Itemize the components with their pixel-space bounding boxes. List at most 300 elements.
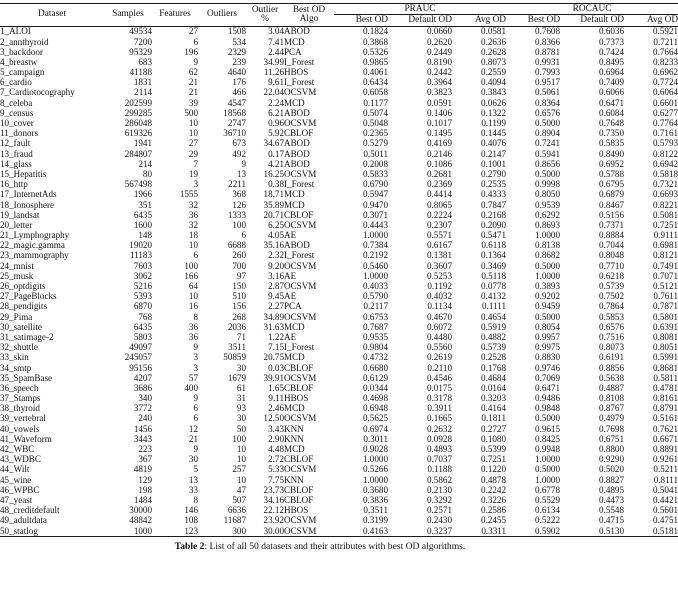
cell-prauc-best-od: 0.4443 — [362, 219, 388, 230]
cell-samples: 284807 — [124, 148, 152, 159]
cell-prauc-best-od: 0.3680 — [362, 484, 388, 495]
cell-rocauc-avg-od: 0.5801 — [653, 311, 678, 322]
cell-best-od-algo: AE — [284, 331, 297, 342]
col-header-best-od-algo-line1: Best OD — [292, 4, 326, 15]
group-header-rocauc: ROCAUC — [506, 4, 678, 15]
cell-best-od-algo: AE — [284, 291, 297, 302]
cell-prauc-avg-od: 0.2628 — [481, 46, 507, 57]
cell-rocauc-avg-od: 0.8791 — [653, 403, 678, 414]
cell-prauc-best-od: 0.5074 — [362, 107, 388, 118]
cell-rocauc-avg-od: 0.8121 — [653, 250, 678, 261]
cell-rocauc-avg-od: 0.6277 — [653, 107, 678, 118]
cell-prauc-default-od: 0.0591 — [426, 97, 452, 108]
cell-rocauc-default-od: 0.6795 — [599, 179, 625, 190]
cell-outliers: 3511 — [228, 342, 246, 353]
cell-best-od-algo: KNN — [284, 474, 304, 485]
cell-prauc-default-od: 0.2619 — [426, 352, 452, 363]
cell-rocauc-avg-od: 0.5818 — [653, 168, 678, 179]
cell-dataset: 4_breastw — [0, 56, 38, 67]
cell-features: 21 — [188, 433, 198, 444]
cell-samples: 80 — [142, 168, 152, 179]
cell-samples: 6870 — [133, 301, 152, 312]
cell-rocauc-best-od: 0.7993 — [535, 67, 561, 78]
group-header-prauc: PRAUC — [334, 4, 506, 15]
table-row — [0, 485, 678, 495]
cell-dataset: 11_donors — [0, 128, 39, 139]
table-row — [0, 190, 678, 200]
cell-outliers: 6 — [241, 230, 246, 241]
cell-features: 57 — [188, 372, 198, 383]
cell-rocauc-best-od: 0.3893 — [535, 281, 561, 292]
cell-rocauc-default-od: 0.7502 — [599, 291, 625, 302]
cell-dataset: 32_shuttle — [0, 342, 38, 353]
cell-outliers: 93 — [236, 403, 246, 414]
cell-features: 9 — [193, 444, 198, 455]
table-row — [0, 373, 678, 383]
cell-prauc-default-od: 0.3964 — [426, 77, 452, 88]
cell-rocauc-avg-od: 0.7211 — [653, 36, 678, 47]
cell-features: 36 — [188, 209, 198, 220]
cell-dataset: 15_Hepatitis — [0, 168, 47, 179]
cell-prauc-default-od: 0.8190 — [426, 56, 452, 67]
cell-samples: 1000 — [104, 526, 152, 537]
cell-prauc-best-od: 0.5326 — [362, 46, 388, 57]
cell-rocauc-avg-od: 0.5921 — [624, 26, 678, 37]
cell-dataset: 33_skin — [0, 352, 29, 363]
cell-rocauc-default-od: 0.7409 — [599, 77, 625, 88]
cell-prauc-default-od: 0.4670 — [426, 311, 452, 322]
cell-outlier-percent: 34.16 — [263, 494, 284, 505]
cell-rocauc-default-od: 0.7044 — [599, 240, 625, 251]
cell-prauc-default-od: 0.2632 — [426, 423, 452, 434]
cell-dataset: 50_statlog — [0, 526, 104, 537]
cell-rocauc-best-od: 0.6778 — [535, 484, 561, 495]
cell-best-od-algo: ABOD — [284, 158, 310, 169]
cell-samples: 768 — [138, 311, 152, 322]
cell-prauc-avg-od: 0.4878 — [481, 474, 507, 485]
cell-outliers: 6636 — [227, 505, 246, 516]
cell-samples: 299285 — [124, 107, 152, 118]
cell-best-od-algo: OCSVM — [284, 515, 317, 526]
cell-samples: 3062 — [133, 270, 152, 281]
cell-best-od-algo: HBOS — [284, 393, 309, 404]
cell-prauc-default-od: 0.1406 — [426, 107, 452, 118]
cell-prauc-avg-od: 0.6118 — [481, 240, 507, 251]
cell-prauc-default-od: 0.2307 — [426, 219, 452, 230]
cell-prauc-avg-od: 0.5471 — [481, 230, 507, 241]
cell-outliers: 2329 — [227, 46, 246, 57]
cell-best-od-algo: MCD — [284, 36, 305, 47]
cell-outlier-percent: 0.96 — [268, 118, 284, 129]
cell-features: 3 — [193, 179, 198, 190]
cell-prauc-best-od: 0.6058 — [362, 87, 388, 98]
table-row — [0, 159, 678, 169]
cell-rocauc-best-od: 0.9957 — [535, 331, 561, 342]
cell-samples: 214 — [138, 158, 152, 169]
cell-rocauc-best-od: 0.5902 — [506, 526, 560, 537]
table-row — [0, 220, 678, 230]
cell-prauc-default-od: 0.2130 — [426, 484, 452, 495]
table-row — [0, 312, 678, 322]
cell-dataset: 8_celeba — [0, 97, 33, 108]
cell-rocauc-avg-od: 0.7664 — [653, 46, 678, 57]
cell-rocauc-avg-od: 0.5161 — [653, 413, 678, 424]
cell-outlier-percent: 18.71 — [263, 189, 284, 200]
cell-prauc-default-od: 0.4169 — [426, 138, 452, 149]
cell-rocauc-default-od: 0.6036 — [560, 26, 624, 37]
cell-features: 32 — [188, 199, 198, 210]
cell-prauc-avg-od: 0.1080 — [481, 433, 507, 444]
cell-rocauc-best-od: 0.6292 — [535, 209, 561, 220]
cell-features: 10 — [188, 240, 198, 251]
cell-prauc-avg-od: 0.2535 — [481, 179, 507, 190]
table-row — [0, 231, 678, 241]
cell-best-od-algo: MCD — [284, 403, 305, 414]
cell-prauc-default-od: 0.6167 — [426, 240, 452, 251]
cell-features: 27 — [152, 26, 198, 37]
cell-samples: 5216 — [133, 281, 152, 292]
cell-dataset: 24_mnist — [0, 260, 34, 271]
cell-prauc-default-od: 0.2430 — [426, 515, 452, 526]
cell-rocauc-best-od: 0.9615 — [535, 423, 561, 434]
cell-prauc-best-od: 0.3836 — [362, 494, 388, 505]
cell-prauc-default-od: 0.2571 — [426, 505, 452, 516]
cell-rocauc-default-od: 0.8884 — [599, 230, 625, 241]
cell-rocauc-best-od: 0.5000 — [535, 413, 561, 424]
cell-rocauc-avg-od: 0.9111 — [653, 230, 678, 241]
cell-prauc-default-od: 0.1188 — [427, 464, 452, 475]
cell-outlier-percent: 34.99 — [263, 56, 284, 67]
cell-rocauc-best-od: 0.9848 — [535, 403, 561, 414]
cell-features: 36 — [188, 321, 198, 332]
cell-rocauc-best-od: 0.9931 — [535, 56, 561, 67]
cell-prauc-default-od: 0.1017 — [426, 118, 452, 129]
cell-dataset: 29_Pima — [0, 311, 33, 322]
cell-prauc-avg-od: 0.1220 — [481, 464, 507, 475]
cell-features: 6 — [193, 36, 198, 47]
cell-rocauc-best-od: 0.5000 — [535, 311, 561, 322]
table-row — [0, 394, 678, 404]
cell-rocauc-default-od: 0.4715 — [599, 515, 625, 526]
cell-prauc-avg-od: 0.1199 — [481, 118, 507, 129]
cell-rocauc-default-od: 0.6191 — [599, 352, 625, 363]
cell-rocauc-default-od: 0.6879 — [599, 189, 625, 200]
cell-samples: 567498 — [124, 179, 152, 190]
cell-rocauc-default-od: 0.8073 — [599, 342, 625, 353]
cell-prauc-avg-od: 0.5399 — [481, 444, 507, 455]
cell-rocauc-best-od: 0.9539 — [535, 199, 561, 210]
cell-samples: 3772 — [133, 403, 152, 414]
cell-rocauc-avg-od: 0.5793 — [653, 138, 678, 149]
cell-rocauc-avg-od: 0.7251 — [653, 219, 678, 230]
cell-rocauc-best-od: 0.7608 — [506, 26, 560, 37]
cell-dataset: 41_Waveform — [0, 433, 52, 444]
cell-dataset: 14_glass — [0, 158, 32, 169]
cell-prauc-best-od: 0.5048 — [362, 118, 388, 129]
cell-prauc-avg-od: 0.1322 — [481, 107, 507, 118]
cell-rocauc-default-od: 0.4887 — [599, 382, 625, 393]
cell-samples: 19020 — [129, 240, 152, 251]
cell-outliers: 30 — [236, 413, 246, 424]
cell-features: 400 — [184, 382, 198, 393]
cell-prauc-avg-od: 0.5919 — [481, 321, 507, 332]
col-header-rocauc-default-od: Default OD — [560, 15, 624, 26]
cell-dataset: 16_http — [0, 179, 28, 190]
cell-prauc-best-od: 0.2365 — [362, 128, 388, 139]
cell-features: 100 — [184, 260, 198, 271]
cell-best-od-algo: OCSVM — [284, 281, 317, 292]
cell-rocauc-default-od: 0.6964 — [599, 67, 625, 78]
cell-rocauc-default-od: 0.7424 — [599, 46, 625, 57]
cell-best-od-algo: ABOD — [284, 240, 310, 251]
table-row — [0, 261, 678, 271]
cell-outliers: 10 — [236, 454, 246, 465]
cell-rocauc-avg-od: 0.8681 — [653, 362, 678, 373]
cell-rocauc-best-od: 0.9975 — [535, 342, 561, 353]
cell-rocauc-default-od: 0.7648 — [599, 118, 625, 129]
caption-text: List of all 50 datasets and their attributes with best OD algorithms. — [209, 541, 466, 553]
cell-rocauc-best-od: 0.5000 — [535, 168, 561, 179]
cell-prauc-avg-od: 0.2455 — [481, 515, 507, 526]
cell-rocauc-best-od: 0.9998 — [535, 179, 561, 190]
table-row — [0, 281, 678, 291]
cell-rocauc-avg-od: 0.8161 — [653, 393, 678, 404]
cell-best-od-algo: CBLOF — [284, 362, 314, 373]
cell-samples: 2114 — [134, 87, 152, 98]
datasets-table — [0, 3, 678, 537]
table-row — [0, 475, 678, 485]
cell-samples: 286048 — [124, 118, 152, 129]
cell-samples: 129 — [138, 474, 152, 485]
cell-rocauc-avg-od: 0.6962 — [653, 67, 678, 78]
cell-rocauc-best-od: 0.9202 — [535, 291, 561, 302]
cell-outlier-percent: 3.43 — [268, 423, 284, 434]
cell-rocauc-avg-od: 0.6981 — [653, 240, 678, 251]
cell-rocauc-default-od: 0.5788 — [599, 168, 625, 179]
cell-prauc-best-od: 0.2192 — [362, 250, 388, 261]
cell-outliers: 466 — [232, 87, 246, 98]
cell-prauc-best-od: 1.0000 — [362, 454, 388, 465]
cell-prauc-avg-od: 0.2727 — [481, 423, 507, 434]
cell-outlier-percent: 9.61 — [268, 77, 284, 88]
cell-dataset: 35_SpamBase — [0, 372, 53, 383]
cell-prauc-default-od: 0.4546 — [426, 372, 452, 383]
cell-outlier-percent: 6.25 — [268, 219, 284, 230]
cell-prauc-avg-od: 0.2147 — [481, 148, 507, 159]
cell-rocauc-default-od: 0.7373 — [599, 36, 625, 47]
cell-rocauc-avg-od: 0.7611 — [653, 291, 678, 302]
cell-prauc-best-od: 0.1177 — [363, 97, 388, 108]
cell-outlier-percent: 35.16 — [263, 240, 284, 251]
cell-best-od-algo: HBOS — [284, 67, 309, 78]
cell-rocauc-best-od: 0.8364 — [535, 97, 561, 108]
cell-rocauc-default-od: 0.8467 — [599, 199, 625, 210]
cell-features: 166 — [184, 270, 198, 281]
cell-best-od-algo: ABOD — [284, 107, 310, 118]
cell-features: 3 — [193, 352, 198, 363]
cell-rocauc-best-od: 0.9459 — [535, 301, 561, 312]
cell-prauc-best-od: 1.0000 — [362, 230, 388, 241]
cell-rocauc-avg-od: 0.5601 — [653, 505, 678, 516]
cell-prauc-avg-od: 0.4654 — [481, 311, 507, 322]
cell-rocauc-default-od: 0.7350 — [599, 128, 625, 139]
cell-outlier-percent: 16.25 — [263, 168, 284, 179]
cell-prauc-default-od: 0.4414 — [426, 189, 452, 200]
cell-outlier-percent: 35.89 — [263, 199, 284, 210]
cell-dataset: 3_backdoor — [0, 46, 43, 57]
table-row — [0, 495, 678, 505]
cell-rocauc-default-od: 0.5548 — [599, 505, 625, 516]
table-row — [0, 251, 678, 261]
cell-rocauc-avg-od: 0.4781 — [653, 382, 678, 393]
cell-features: 8 — [193, 494, 198, 505]
cell-prauc-default-od: 0.0660 — [388, 26, 452, 37]
cell-samples: 683 — [138, 56, 152, 67]
cell-prauc-avg-od: 0.5118 — [481, 270, 507, 281]
cell-rocauc-best-od: 0.8656 — [535, 158, 561, 169]
cell-rocauc-avg-od: 0.4751 — [653, 515, 678, 526]
cell-rocauc-default-od: 0.5739 — [599, 281, 625, 292]
cell-outliers: 10 — [236, 474, 246, 485]
cell-rocauc-default-od: 0.7698 — [599, 423, 625, 434]
cell-outliers: 150 — [232, 281, 246, 292]
cell-rocauc-default-od: 0.8048 — [599, 250, 625, 261]
cell-features: 39 — [188, 97, 198, 108]
cell-outlier-percent: 30.00 — [246, 526, 284, 537]
cell-features: 10 — [188, 118, 198, 129]
cell-best-od-algo: CBLOF — [284, 454, 314, 465]
col-header-best-od-algo-line2: Algo — [299, 13, 319, 24]
cell-prauc-avg-od: 0.0778 — [481, 281, 507, 292]
cell-rocauc-avg-od: 0.8233 — [653, 56, 678, 67]
cell-samples: 340 — [138, 393, 152, 404]
cell-outliers: 2747 — [227, 118, 246, 129]
cell-samples: 1456 — [133, 423, 152, 434]
cell-best-od-algo: HBOS — [284, 505, 309, 516]
cell-dataset: 25_musk — [0, 270, 34, 281]
cell-outliers: 10 — [236, 444, 246, 455]
table-row — [0, 383, 678, 393]
cell-prauc-best-od: 0.4163 — [334, 526, 388, 537]
cell-prauc-avg-od: 0.1111 — [482, 301, 507, 312]
cell-best-od-algo: I_Forest — [284, 56, 315, 67]
cell-features: 27 — [188, 138, 198, 149]
cell-rocauc-default-od: 0.6952 — [599, 158, 625, 169]
cell-prauc-best-od: 0.3011 — [363, 433, 388, 444]
cell-rocauc-best-od: 1.0000 — [535, 474, 561, 485]
cell-rocauc-default-od: 0.6066 — [599, 87, 625, 98]
cell-dataset: 12_fault — [0, 138, 31, 149]
cell-prauc-avg-od: 0.3311 — [452, 526, 506, 537]
cell-prauc-avg-od: 0.0626 — [481, 97, 507, 108]
cell-outlier-percent: 4.48 — [268, 444, 284, 455]
cell-samples: 223 — [138, 444, 152, 455]
table-row — [0, 404, 678, 414]
cell-features: 7 — [193, 158, 198, 169]
cell-rocauc-avg-od: 0.9261 — [653, 454, 678, 465]
cell-best-od-algo: OCSVM — [284, 311, 317, 322]
table-row — [0, 210, 678, 220]
cell-rocauc-avg-od: 0.8221 — [653, 199, 678, 210]
table-body — [0, 26, 678, 536]
cell-rocauc-default-od: 0.4979 — [599, 413, 625, 424]
cell-outliers: 2211 — [228, 179, 246, 190]
cell-rocauc-best-od: 0.5061 — [535, 87, 561, 98]
cell-dataset: 17_InternetAds — [0, 189, 57, 200]
cell-prauc-avg-od: 0.2586 — [481, 505, 507, 516]
cell-outlier-percent: 2.46 — [268, 403, 284, 414]
cell-prauc-avg-od: 0.4882 — [481, 331, 507, 342]
cell-rocauc-best-od: 0.8425 — [535, 433, 561, 444]
cell-outliers: 30 — [236, 362, 246, 373]
cell-outlier-percent: 9.45 — [268, 291, 284, 302]
cell-prauc-default-od: 0.2369 — [426, 179, 452, 190]
cell-samples: 49097 — [129, 342, 152, 353]
cell-prauc-avg-od: 0.2242 — [481, 484, 507, 495]
col-header-rocauc-best-od: Best OD — [506, 15, 560, 26]
cell-rocauc-default-od: 0.8800 — [599, 444, 625, 455]
cell-rocauc-default-od: 0.6576 — [599, 321, 625, 332]
cell-dataset: 28_pendigits — [0, 301, 47, 312]
cell-dataset: 46_WPBC — [0, 484, 40, 495]
cell-outliers: 6688 — [227, 240, 246, 251]
cell-outlier-percent: 2.24 — [268, 97, 284, 108]
cell-outlier-percent: 7.41 — [268, 36, 284, 47]
cell-prauc-avg-od: 0.1001 — [481, 158, 507, 169]
cell-outliers: 257 — [232, 464, 246, 475]
cell-prauc-best-od: 0.1824 — [334, 26, 388, 37]
cell-prauc-best-od: 0.9535 — [362, 331, 388, 342]
cell-outlier-percent: 22.12 — [263, 505, 284, 516]
table-row — [0, 332, 678, 342]
table-row — [0, 98, 678, 108]
table-row — [0, 78, 678, 88]
cell-rocauc-avg-od: 0.8122 — [653, 148, 678, 159]
cell-rocauc-best-od: 1.0000 — [535, 454, 561, 465]
cell-prauc-default-od: 0.6072 — [426, 321, 452, 332]
cell-prauc-avg-od: 0.2528 — [481, 352, 507, 363]
cell-outliers: 36710 — [223, 128, 246, 139]
cell-samples: 3443 — [133, 433, 152, 444]
cell-outliers: 268 — [232, 311, 246, 322]
table-clip-region — [0, 3, 678, 537]
cell-features: 9 — [193, 342, 198, 353]
cell-samples: 5803 — [133, 331, 152, 342]
table-row — [0, 363, 678, 373]
cell-prauc-avg-od: 0.4076 — [481, 138, 507, 149]
cell-rocauc-avg-od: 0.5181 — [624, 526, 678, 537]
table-row — [0, 68, 678, 78]
cell-rocauc-best-od: 0.6471 — [535, 382, 561, 393]
cell-outliers: 510 — [232, 291, 246, 302]
cell-prauc-default-od: 0.3823 — [426, 87, 452, 98]
cell-features: 32 — [188, 219, 198, 230]
cell-prauc-avg-od: 0.2559 — [481, 67, 507, 78]
cell-rocauc-avg-od: 0.6064 — [653, 87, 678, 98]
cell-outliers: 534 — [232, 36, 246, 47]
cell-outlier-percent: 20.71 — [263, 209, 284, 220]
cell-rocauc-best-od: 0.9486 — [535, 393, 561, 404]
cell-dataset: 6_cardio — [0, 77, 32, 88]
cell-samples: 6435 — [133, 209, 152, 220]
cell-rocauc-default-od: 0.6218 — [599, 270, 625, 281]
table-row — [0, 516, 678, 526]
cell-outlier-percent: 0.38 — [268, 179, 284, 190]
cell-best-od-algo: ABOD — [284, 138, 310, 149]
cell-rocauc-best-od: 1.0000 — [535, 270, 561, 281]
cell-best-od-algo: AE — [284, 230, 297, 241]
table-row — [0, 57, 678, 67]
